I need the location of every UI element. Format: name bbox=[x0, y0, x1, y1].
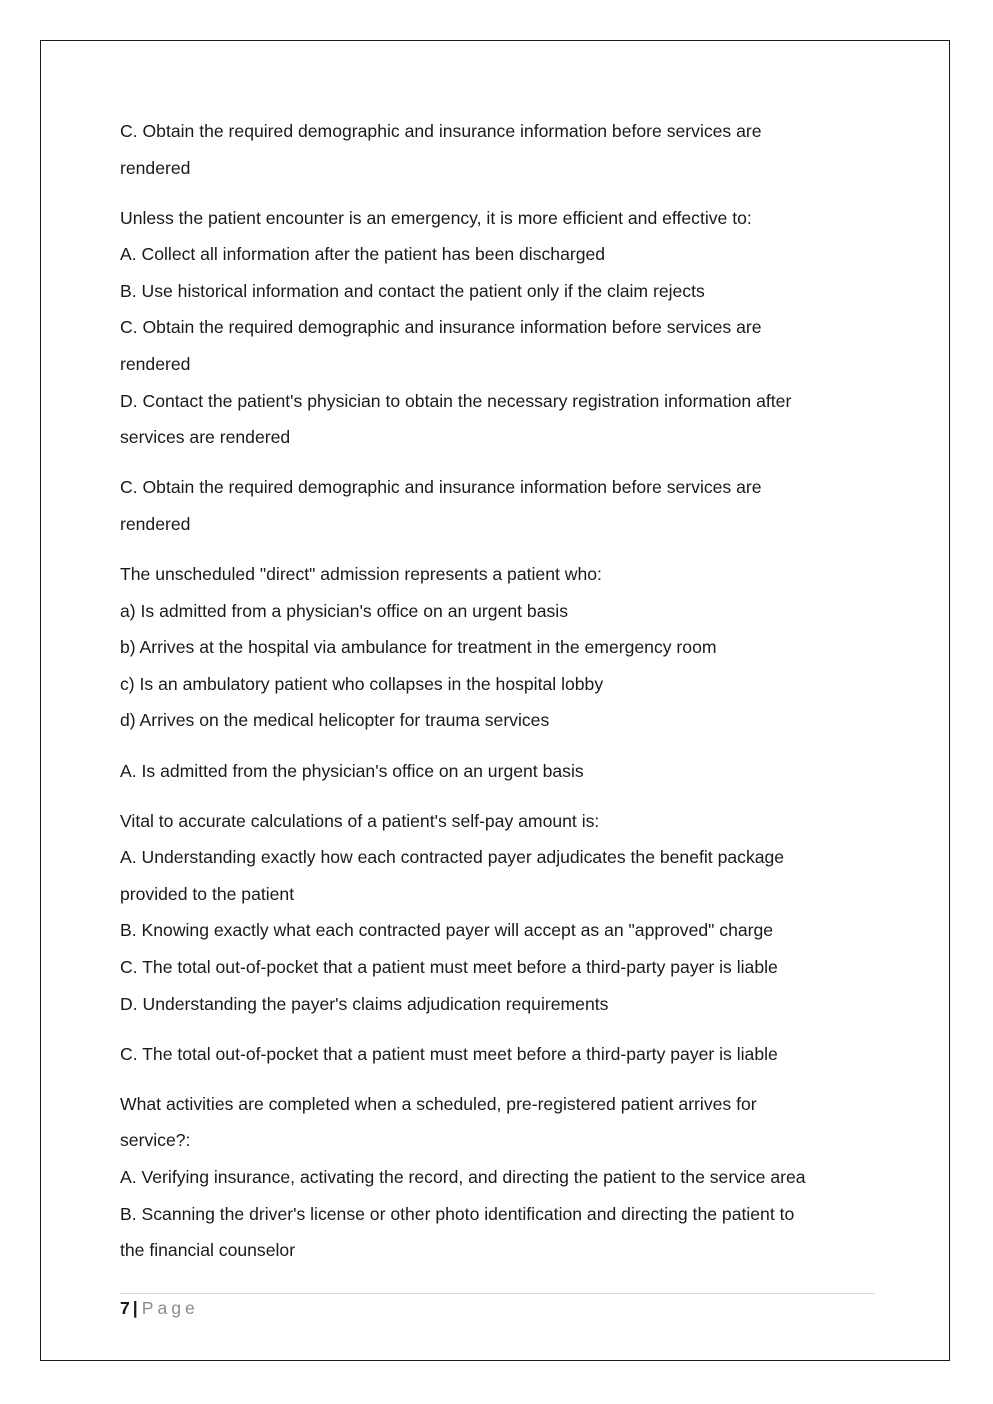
option-a: A. Understanding exactly how each contracted payer adjudicates the benefit package bbox=[120, 847, 785, 868]
answer-block bbox=[120, 469, 880, 542]
page-footer bbox=[120, 1297, 199, 1319]
page-label: Page bbox=[141, 1298, 199, 1318]
option-d: d) Arrives on the medical helicopter for trauma services bbox=[120, 710, 550, 731]
answer-block bbox=[120, 1036, 880, 1073]
option-c: C. The total out-of-pocket that a patient must meet before a third-party payer is liable bbox=[120, 956, 778, 977]
option-b: B. Knowing exactly what each contracted payer will accept as an "approved" charge bbox=[120, 920, 774, 941]
question-text: What activities are completed when a scheduled, pre-registered patient arrives for bbox=[120, 1093, 757, 1114]
text-line: rendered bbox=[120, 513, 191, 534]
option-a: A. Collect all information after the patient has been discharged bbox=[120, 244, 606, 265]
question-block bbox=[120, 1086, 880, 1269]
question-text: The unscheduled "direct" admission represents a patient who: bbox=[120, 564, 602, 585]
text-line: C. The total out-of-pocket that a patient must meet before a third-party payer is liable bbox=[120, 1043, 778, 1064]
question-block bbox=[120, 803, 880, 1023]
footer-divider bbox=[120, 1293, 875, 1294]
page-number: 7 bbox=[120, 1298, 130, 1318]
question-block bbox=[120, 556, 880, 739]
question-text: Vital to accurate calculations of a patient's self-pay amount is: bbox=[120, 810, 600, 831]
option-d: D. Understanding the payer's claims adjudication requirements bbox=[120, 993, 609, 1014]
answer-block bbox=[120, 113, 880, 186]
option-a: A. Verifying insurance, activating the record, and directing the patient to the service area bbox=[120, 1166, 806, 1187]
option-b: B. Use historical information and contact the patient only if the claim rejects bbox=[120, 280, 705, 301]
question-text: Unless the patient encounter is an emergency, it is more efficient and effective to: bbox=[120, 207, 752, 228]
option-b: B. Scanning the driver's license or other photo identification and directing the patient to bbox=[120, 1203, 795, 1224]
option-c: c) Is an ambulatory patient who collapses in the hospital lobby bbox=[120, 673, 604, 694]
question-block bbox=[120, 200, 880, 456]
option-b-continued: the financial counselor bbox=[120, 1240, 296, 1261]
text-line: A. Is admitted from the physician's office on an urgent basis bbox=[120, 760, 584, 781]
footer-separator: | bbox=[132, 1298, 138, 1318]
option-c-continued: rendered bbox=[120, 354, 191, 375]
document-body bbox=[120, 113, 880, 1282]
text-line: rendered bbox=[120, 157, 191, 178]
text-line: C. Obtain the required demographic and insurance information before services are bbox=[120, 477, 762, 498]
question-text-continued: service?: bbox=[120, 1130, 191, 1151]
option-b: b) Arrives at the hospital via ambulance for treatment in the emergency room bbox=[120, 637, 717, 658]
answer-block bbox=[120, 753, 880, 790]
option-a-continued: provided to the patient bbox=[120, 883, 295, 904]
text-line: C. Obtain the required demographic and insurance information before services are bbox=[120, 121, 762, 141]
option-d-continued: services are rendered bbox=[120, 427, 291, 448]
option-d: D. Contact the patient's physician to obtain the necessary registration information after bbox=[120, 390, 792, 411]
option-c: C. Obtain the required demographic and insurance information before services are bbox=[120, 317, 762, 338]
option-a: a) Is admitted from a physician's office on an urgent basis bbox=[120, 600, 568, 621]
